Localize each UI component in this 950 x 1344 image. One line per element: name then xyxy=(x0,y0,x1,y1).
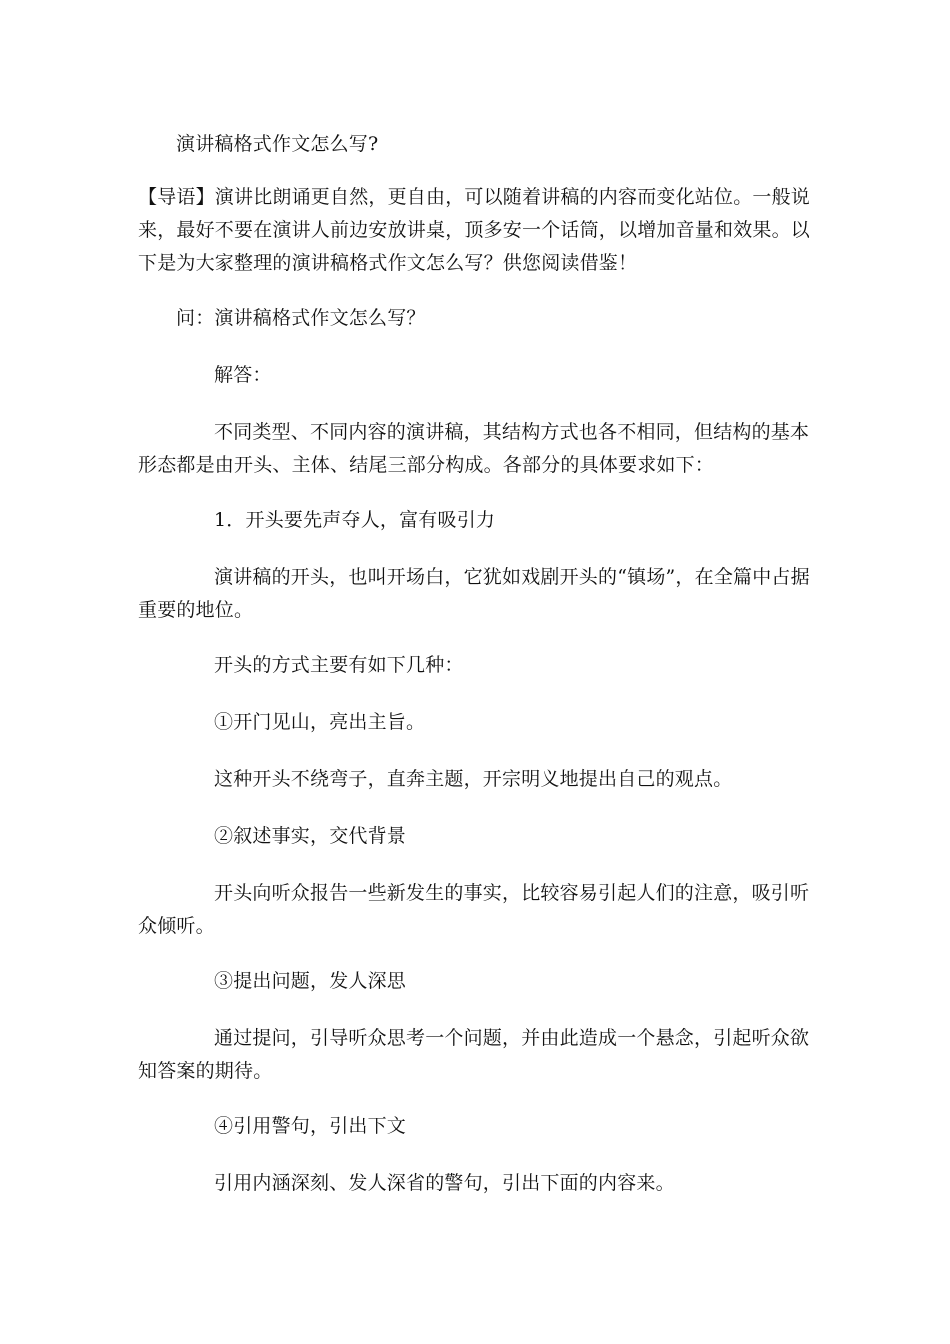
document-body xyxy=(138,128,814,1224)
document-title: 演讲稿格式作文怎么写? xyxy=(176,133,379,155)
method4-title: ④引用警句，引出下文 xyxy=(214,1115,407,1137)
method2-description: 开头向听众报告一些新发生的事实，比较容易引起人们的注意，吸引听众倾听。 xyxy=(138,882,810,937)
section1-heading: 1．开头要先声夺人，富有吸引力 xyxy=(214,509,496,531)
method2-title: ②叙述事实，交代背景 xyxy=(214,825,407,847)
method1-description: 这种开头不绕弯子，直奔主题，开宗明义地提出自己的观点。 xyxy=(214,768,733,790)
method3-description: 通过提问，引导听众思考一个问题，并由此造成一个悬念，引起听众欲知答案的期待。 xyxy=(138,1027,810,1082)
method4-description: 引用内涵深刻、发人深省的警句，引出下面的内容来。 xyxy=(214,1172,675,1194)
lead-paragraph: 【导语】演讲比朗诵更自然，更自由，可以随着讲稿的内容而变化站位。一般说来，最好不要在演讲人前边安放讲桌，顶多安一个话筒，以增加音量和效果。以下是为大家整理的演讲稿格式作文怎么写？供您阅读借鉴！ xyxy=(138,186,811,274)
question-line: 问：演讲稿格式作文怎么写？ xyxy=(176,307,426,329)
method1-title: ①开门见山，亮出主旨。 xyxy=(214,711,426,733)
methods-intro: 开头的方式主要有如下几种： xyxy=(214,654,464,676)
method3-title: ③提出问题，发人深思 xyxy=(214,970,407,992)
answer-label: 解答： xyxy=(214,364,272,386)
section1-paragraph: 演讲稿的开头，也叫开场白，它犹如戏剧开头的“镇场”，在全篇中占据重要的地位。 xyxy=(138,566,810,621)
structure-paragraph: 不同类型、不同内容的演讲稿，其结构方式也各不相同，但结构的基本形态都是由开头、主体、结尾三部分构成。各部分的具体要求如下： xyxy=(138,421,810,476)
